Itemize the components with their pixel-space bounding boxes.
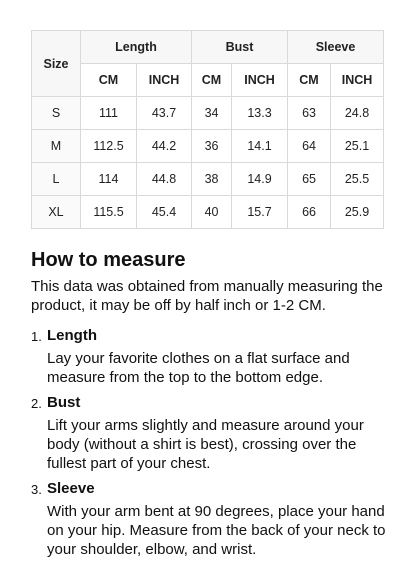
size-column-header: Size	[32, 31, 81, 97]
sleeve-group-header: Sleeve	[288, 31, 384, 64]
sleeve-inch-header: INCH	[331, 64, 384, 97]
table-cell: 13.3	[232, 97, 288, 130]
bust-cm-header: CM	[192, 64, 232, 97]
table-cell: 25.9	[331, 196, 384, 229]
table-cell: 114	[81, 163, 137, 196]
step-number: 3.	[31, 482, 42, 497]
step-length	[31, 326, 391, 387]
how-to-measure-section	[31, 249, 391, 565]
table-cell: 112.5	[81, 130, 137, 163]
table-cell: 115.5	[81, 196, 137, 229]
table-cell: 24.8	[331, 97, 384, 130]
table-row	[32, 97, 384, 130]
bust-group-header: Bust	[192, 31, 288, 64]
length-group-header: Length	[81, 31, 192, 64]
size-cell: S	[32, 97, 81, 130]
size-cell: M	[32, 130, 81, 163]
step-sleeve	[31, 479, 391, 559]
section-title: How to measure	[31, 249, 186, 271]
steps-list	[31, 326, 391, 559]
length-inch-header: INCH	[137, 64, 192, 97]
step-number: 1.	[31, 329, 42, 344]
table-row	[32, 196, 384, 229]
table-cell: 14.1	[232, 130, 288, 163]
table-cell: 25.1	[331, 130, 384, 163]
table-row	[32, 163, 384, 196]
step-title: Length	[47, 327, 97, 344]
table-cell: 64	[288, 130, 331, 163]
table-cell: 45.4	[137, 196, 192, 229]
table-cell: 36	[192, 130, 232, 163]
sleeve-cm-header: CM	[288, 64, 331, 97]
table-cell: 111	[81, 97, 137, 130]
size-cell: XL	[32, 196, 81, 229]
table-cell: 15.7	[232, 196, 288, 229]
step-description: Lay your favorite clothes on a flat surface and measure from the top to the bottom edge.	[47, 350, 350, 386]
table-cell: 66	[288, 196, 331, 229]
table-cell: 40	[192, 196, 232, 229]
step-description: Lift your arms slightly and measure around your body (without a shirt is best), crossing over the fullest part of your chest.	[47, 417, 364, 472]
table-cell: 14.9	[232, 163, 288, 196]
table-cell: 44.8	[137, 163, 192, 196]
intro-text: This data was obtained from manually measuring the product, it may be off by half inch or 1-2 CM.	[31, 278, 383, 314]
table-cell: 65	[288, 163, 331, 196]
table-cell: 25.5	[331, 163, 384, 196]
step-number: 2.	[31, 396, 42, 411]
table-cell: 63	[288, 97, 331, 130]
table-cell: 38	[192, 163, 232, 196]
length-cm-header: CM	[81, 64, 137, 97]
step-description: With your arm bent at 90 degrees, place your hand on your hip. Measure from the back of your neck to your shoulder, elbow, and wrist.	[47, 503, 386, 558]
table-cell: 44.2	[137, 130, 192, 163]
size-chart-table	[31, 30, 384, 229]
table-cell: 43.7	[137, 97, 192, 130]
bust-inch-header: INCH	[232, 64, 288, 97]
size-cell: L	[32, 163, 81, 196]
table-cell: 34	[192, 97, 232, 130]
table-row	[32, 130, 384, 163]
step-bust	[31, 393, 391, 473]
step-title: Bust	[47, 394, 81, 411]
step-title: Sleeve	[47, 480, 95, 497]
